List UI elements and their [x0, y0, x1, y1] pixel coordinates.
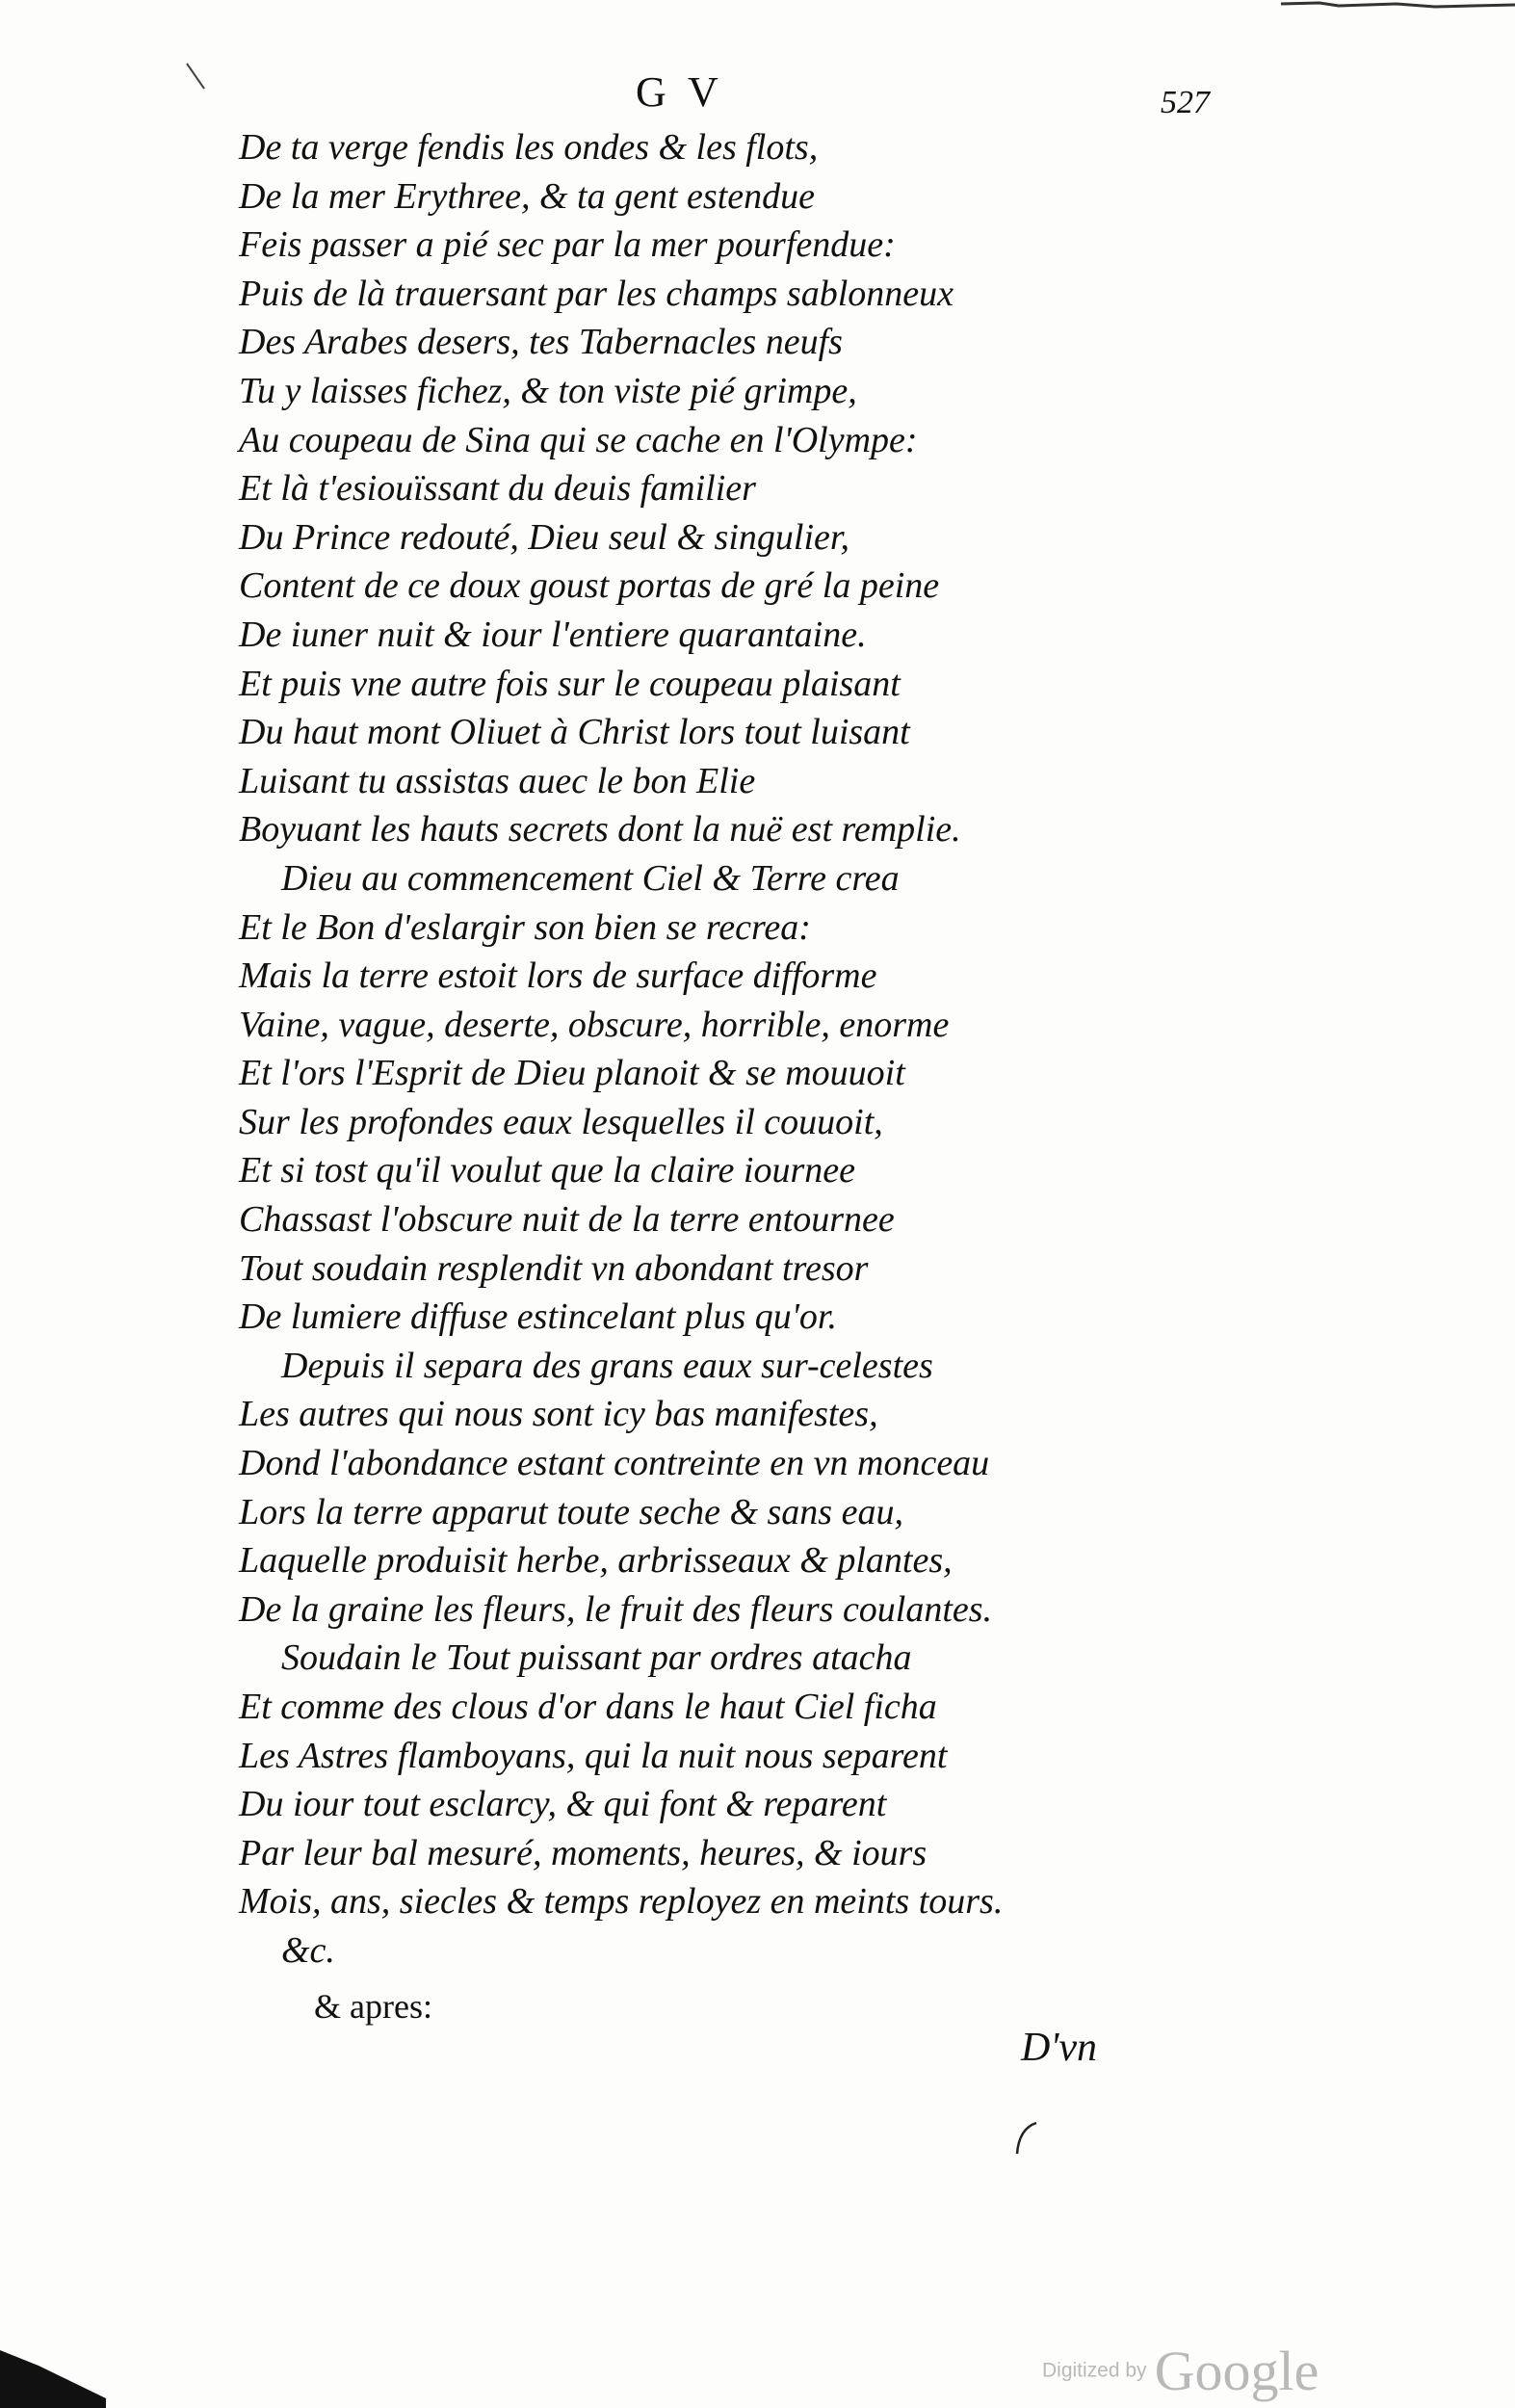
verse-line: Puis de là trauersant par les champs sablonneux [239, 273, 954, 314]
verse-line: Au coupeau de Sina qui se cache en l'Olympe: [239, 419, 918, 460]
after-note: & apres: [314, 1987, 432, 2026]
verse-line: Mois, ans, siecles & temps reployez en meints tours. [239, 1881, 1004, 1923]
scan-top-edge-mark [1281, 0, 1515, 13]
verse-line: De ta verge fendis les ondes & les flots, [239, 127, 819, 168]
verse-line: De lumiere diffuse estincelant plus qu'or. [239, 1296, 837, 1338]
verse-line: Et là t'esiouïssant du deuis familier [239, 468, 756, 510]
verse-line: Les Astres flamboyans, qui la nuit nous separent [239, 1735, 948, 1776]
verse-line: Lors la terre apparut toute seche & sans eau, [239, 1491, 903, 1532]
verse-line: Sur les profondes eaux lesquelles il couuoit, [239, 1101, 883, 1142]
page-number: 527 [1161, 85, 1210, 120]
verse-line: Boyuant les hauts secrets dont la nuë est remplie. [239, 809, 961, 851]
verse-line: Soudain le Tout puissant par ordres atacha [281, 1637, 912, 1679]
verse-line: Et si tost qu'il voulut que la claire iournee [239, 1150, 855, 1191]
stray-ink-mark-bottom [1011, 2119, 1040, 2158]
verse-line: Luisant tu assistas auec le bon Elie [239, 760, 756, 801]
verse-line: Content de ce doux goust portas de gré la peine [239, 565, 940, 607]
watermark-brand: Google [1154, 2340, 1319, 2402]
watermark-prefix: Digitized by [1042, 2359, 1147, 2382]
verse-line: Et comme des clous d'or dans le haut Ciel ficha [239, 1687, 937, 1727]
catchword: D'vn [1021, 2026, 1097, 2070]
running-head: G V [636, 68, 724, 116]
verse-line: Des Arabes desers, tes Tabernacles neufs [239, 322, 843, 363]
scan-dark-corner [0, 2331, 106, 2408]
digitized-watermark [1042, 2339, 1319, 2403]
verse-line: Et l'ors l'Esprit de Dieu planoit & se mouuoit [239, 1053, 905, 1094]
verse-line: Du haut mont Oliuet à Christ lors tout luisant [239, 712, 910, 753]
verse-line: Vaine, vague, deserte, obscure, horrible, enorme [239, 1004, 950, 1045]
verse-text [239, 123, 1125, 1976]
verse-line: Feis passer a pié sec par la mer pourfendue: [239, 224, 896, 266]
verse-line: Laquelle produisit herbe, arbrisseaux & plantes, [239, 1540, 953, 1582]
verse-line: Du iour tout esclarcy, & qui font & reparent [239, 1784, 887, 1825]
verse-line: Dieu au commencement Ciel & Terre crea [281, 857, 900, 899]
verse-line: &c. [281, 1929, 335, 1971]
verse-line: Chassast l'obscure nuit de la terre entournee [239, 1199, 895, 1241]
verse-line: Tu y laisses fichez, & ton viste pié grimpe, [239, 370, 857, 411]
verse-line: Tout soudain resplendit vn abondant tresor [239, 1247, 869, 1289]
verse-line: De la graine les fleurs, le fruit des fleurs coulantes. [239, 1588, 993, 1630]
verse-line: Par leur bal mesuré, moments, heures, & iours [239, 1832, 927, 1873]
verse-line: De iuner nuit & iour l'entiere quarantaine. [239, 614, 867, 655]
verse-line: Du Prince redouté, Dieu seul & singulier, [239, 516, 849, 558]
stray-ink-mark [183, 60, 222, 98]
verse-line: Les autres qui nous sont icy bas manifestes, [239, 1394, 878, 1435]
verse-line: Et puis vne autre fois sur le coupeau plaisant [239, 663, 901, 704]
verse-line: Mais la terre estoit lors de surface difforme [239, 955, 877, 997]
verse-line: Et le Bon d'eslargir son bien se recrea: [239, 906, 811, 948]
verse-line: Dond l'abondance estant contreinte en vn monceau [239, 1443, 990, 1484]
verse-line: Depuis il separa des grans eaux sur-celestes [281, 1345, 933, 1386]
verse-line: De la mer Erythree, & ta gent estendue [239, 175, 815, 217]
